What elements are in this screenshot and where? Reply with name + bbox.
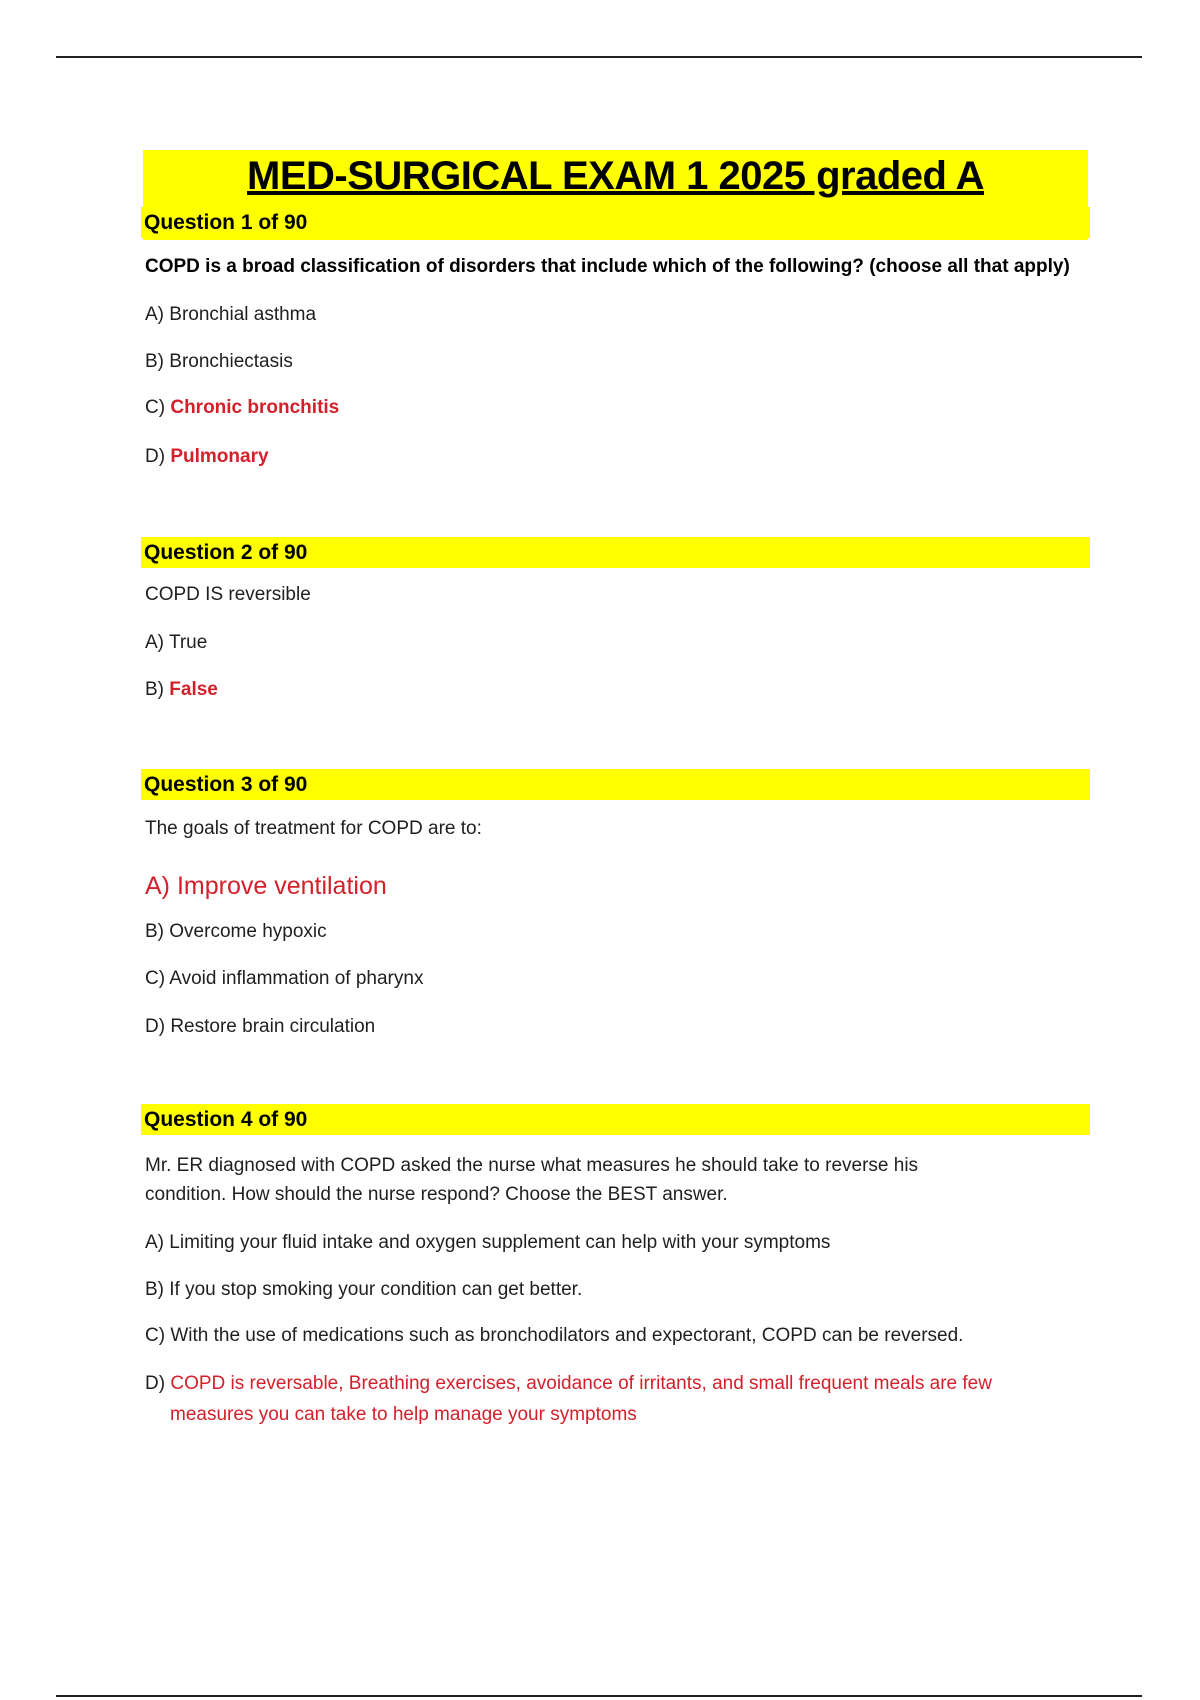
question-4-option-c: C) With the use of medications such as bronchodilators and expectorant, COPD can be reversed. bbox=[145, 1325, 964, 1346]
question-3-header: Question 3 of 90 bbox=[141, 769, 1090, 800]
question-4-prompt-line-1: Mr. ER diagnosed with COPD asked the nurse what measures he should take to reverse his bbox=[145, 1155, 919, 1176]
bottom-rule bbox=[56, 1695, 1142, 1697]
option-a-prefix: A) bbox=[145, 304, 164, 325]
question-4-option-a: A) Limiting your fluid intake and oxygen supplement can help with your symptoms bbox=[145, 1232, 831, 1253]
option-b-prefix: B) bbox=[145, 679, 164, 700]
question-1-option-c bbox=[145, 397, 339, 419]
question-2-option-a bbox=[145, 632, 207, 654]
question-4-option-b: B) If you stop smoking your condition can get better. bbox=[145, 1279, 583, 1300]
question-4-option-d bbox=[145, 1373, 992, 1395]
question-4-prompt-line-2: condition. How should the nurse respond? Choose the BEST answer. bbox=[145, 1184, 728, 1205]
question-3-option-d: D) Restore brain circulation bbox=[145, 1016, 376, 1037]
question-3-prompt: The goals of treatment for COPD are to: bbox=[145, 818, 482, 839]
correct-answer-b: False bbox=[169, 679, 218, 700]
option-b-text: Bronchiectasis bbox=[169, 351, 293, 372]
question-2-prompt: COPD IS reversible bbox=[145, 584, 311, 605]
option-a-text: True bbox=[168, 632, 208, 653]
option-a-prefix: A) bbox=[145, 632, 164, 653]
correct-answer-d: Pulmonary bbox=[170, 446, 269, 467]
question-1-option-d bbox=[145, 446, 269, 468]
question-3-option-c: C) Avoid inflammation of pharynx bbox=[145, 968, 424, 989]
question-1-option-b bbox=[145, 351, 293, 373]
option-c-prefix: C) bbox=[145, 397, 166, 418]
question-1-prompt: COPD is a broad classification of disorders that include which of the following? (choose all that apply) bbox=[145, 256, 1070, 277]
question-1-option-a bbox=[145, 304, 316, 326]
option-d-prefix: D) bbox=[145, 1373, 166, 1394]
option-d-prefix: D) bbox=[145, 446, 166, 467]
question-4-header: Question 4 of 90 bbox=[141, 1104, 1090, 1135]
correct-answer-a: A) Improve ventilation bbox=[145, 872, 387, 900]
document-title: MED-SURGICAL EXAM 1 2025 graded A bbox=[247, 154, 984, 198]
top-rule bbox=[56, 56, 1142, 58]
correct-answer-c: Chronic bronchitis bbox=[170, 397, 340, 418]
question-1-header: Question 1 of 90 bbox=[141, 207, 1090, 238]
option-b-prefix: B) bbox=[145, 351, 164, 372]
option-a-text: Bronchial asthma bbox=[169, 304, 317, 325]
question-3-option-b: B) Overcome hypoxic bbox=[145, 921, 327, 942]
correct-answer-d-line-2: measures you can take to help manage your symptoms bbox=[170, 1404, 637, 1425]
question-2-header: Question 2 of 90 bbox=[141, 537, 1090, 568]
question-2-option-b bbox=[145, 679, 218, 701]
correct-answer-d-line-1: COPD is reversable, Breathing exercises, avoidance of irritants, and small frequent meals are few bbox=[170, 1373, 992, 1394]
